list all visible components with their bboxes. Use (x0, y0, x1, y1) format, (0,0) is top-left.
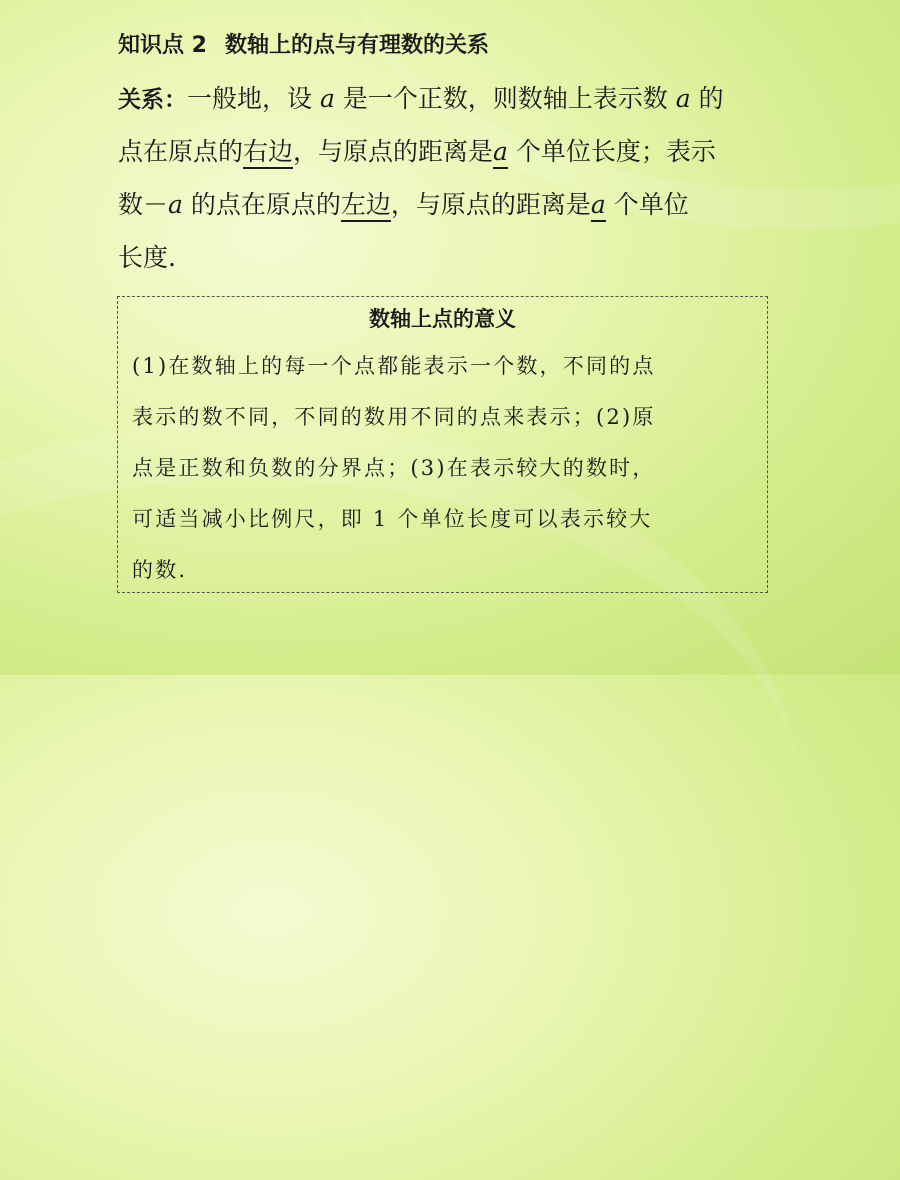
knowledge-point-heading (118, 28, 489, 59)
meaning-line: 表示的数不同，不同的数用不同的点来表示；(2)原 (132, 405, 656, 429)
text-run: 个单位长度；表示 (507, 137, 716, 166)
distance-answer: a (493, 137, 508, 169)
relation-paragraph (118, 72, 778, 284)
text-run: 的点在原点的 (182, 190, 341, 219)
text-run: ，与原点的距离是 (293, 137, 494, 166)
text-run: 的 (690, 84, 724, 113)
text-run: 长度. (118, 243, 176, 272)
relation-line-3 (118, 178, 778, 231)
left-side-answer: 左边 (341, 190, 391, 222)
relation-line-4 (118, 231, 778, 284)
distance-answer: a (591, 190, 606, 222)
meaning-box-title: 数轴上点的意义 (369, 307, 516, 331)
meaning-line: 可适当减小比例尺，即 1 个单位长度可以表示较大 (132, 507, 653, 531)
variable-a: a (168, 190, 183, 219)
relation-line-2 (118, 125, 778, 178)
meaning-box-body (132, 341, 757, 596)
meaning-line: (1)在数轴上的每一个点都能表示一个数，不同的点 (132, 354, 656, 378)
text-run: 个单位 (605, 190, 689, 219)
variable-a: a (675, 84, 691, 113)
relation-line-1 (118, 72, 778, 125)
knowledge-point-label: 知识点 2 (118, 33, 207, 58)
meaning-line: 的数. (132, 558, 188, 582)
text-run: 一般地，设 (187, 84, 320, 113)
right-side-answer: 右边 (243, 137, 293, 169)
text-run: ，与原点的距离是 (390, 190, 591, 219)
meaning-box (117, 296, 768, 593)
meaning-line: 点是正数和负数的分界点；(3)在表示较大的数时， (132, 456, 656, 480)
text-run: 点在原点的 (118, 137, 244, 166)
relation-label: 关系： (118, 87, 187, 113)
variable-a: a (319, 84, 335, 113)
text-run: 是一个正数，则数轴上表示数 (334, 84, 676, 113)
text-run: 数－ (118, 190, 169, 219)
knowledge-point-title: 数轴上的点与有理数的关系 (224, 33, 489, 58)
